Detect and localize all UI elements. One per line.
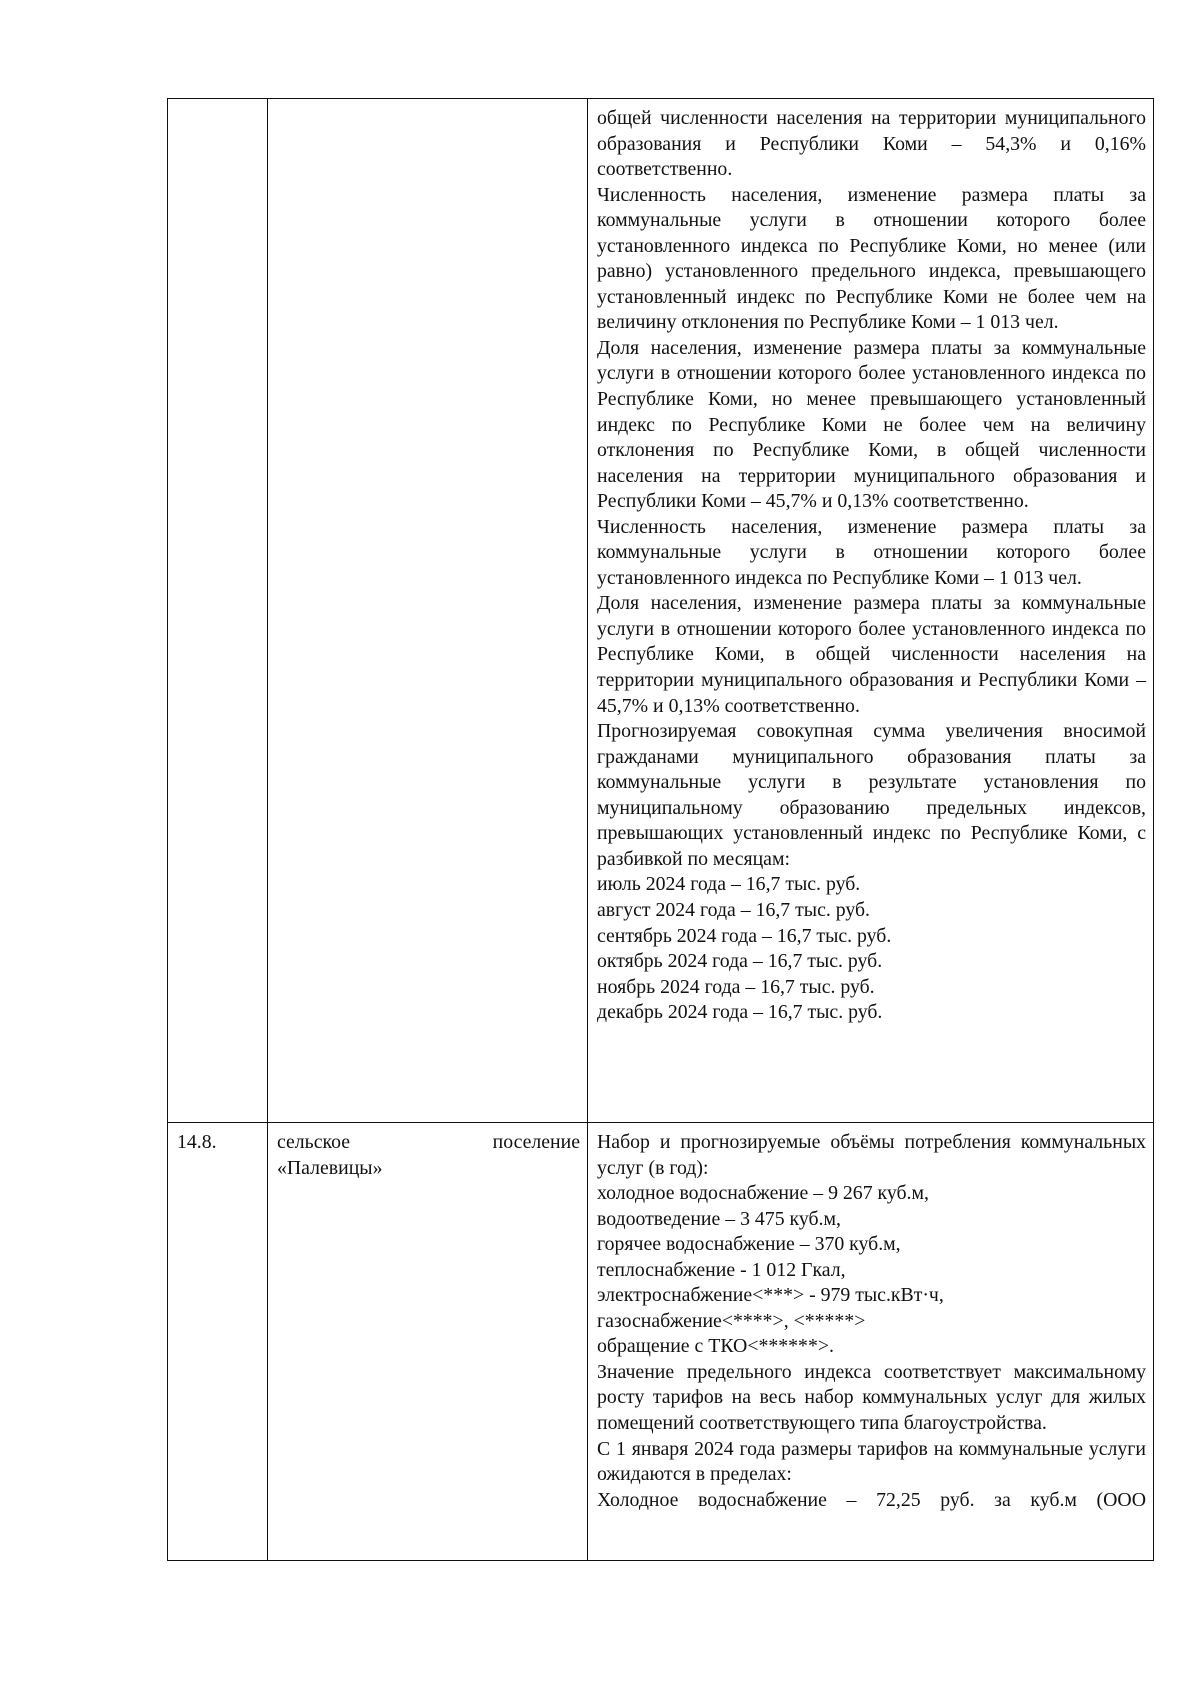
municipality-name: «Палевицы»	[277, 1156, 383, 1179]
service-line: электроснабжение<***> - 979 тыс.кВт·ч,	[597, 1284, 944, 1307]
paragraph: Прогнозируемая совокупная сумма увеличения вносимой гражданами муниципального образования платы за коммунальные услуги в результате установления по муниципальному образованию предельных индексов, превышающих установленный индекс по Республике Коми, с разбивкой по месяцам:	[597, 720, 1146, 870]
municipality-type: сельское поселение	[277, 1131, 580, 1153]
paragraph: общей численности населения на территории муниципального образования и Республики Коми – 54,3% и 0,16% соответственно.	[597, 107, 1146, 181]
paragraph: Численность населения, изменение размера платы за коммунальные услуги в отношении которого более установленного индекса по Республике Коми, но менее (или равно) установленного предельного индекса, превышающего установленный индекс по Республике Коми не более чем на величину отклонения по Республике Коми – 1 013 чел.	[597, 183, 1146, 334]
paragraph: С 1 января 2024 года размеры тарифов на коммунальные услуги ожидаются в пределах:	[597, 1437, 1146, 1486]
paragraph: Холодное водоснабжение – 72,25 руб. за куб.м (ООО	[597, 1488, 1146, 1511]
month-line: октябрь 2024 года – 16,7 тыс. руб.	[597, 950, 883, 973]
row-number-cell: 14.8.	[168, 1123, 268, 1561]
municipality-name-cell	[268, 1123, 588, 1561]
description-cell	[588, 1123, 1154, 1561]
table-row	[168, 1123, 1154, 1561]
service-line: обращение с ТКО<******>.	[597, 1335, 834, 1358]
month-line: ноябрь 2024 года – 16,7 тыс. руб.	[597, 975, 875, 998]
paragraph: Набор и прогнозируемые объёмы потребления коммунальных услуг (в год):	[597, 1131, 1146, 1179]
paragraph: Доля населения, изменение размера платы за коммунальные услуги в отношении которого более установленного индекса по Республике Коми, но менее превышающего установленный индекс по Республике Коми не более чем на величину отклонения по Республике Коми, в общей численности населения на территории муниципального образования и Республики Коми – 45,7% и 0,13% соответственно.	[597, 336, 1146, 513]
service-line: горячее водоснабжение – 370 куб.м,	[597, 1233, 901, 1256]
month-line: июль 2024 года – 16,7 тыс. руб.	[597, 873, 861, 896]
municipality-name-cell	[268, 99, 588, 1123]
service-line: газоснабжение<****>, <*****>	[597, 1309, 866, 1332]
month-line: декабрь 2024 года – 16,7 тыс. руб.	[597, 1001, 883, 1024]
service-line: теплоснабжение - 1 012 Гкал,	[597, 1258, 846, 1281]
paragraph: Численность населения, изменение размера платы за коммунальные услуги в отношении которого более установленного индекса по Республике Коми – 1 013 чел.	[597, 515, 1146, 589]
paragraph: Значение предельного индекса соответствует максимальному росту тарифов на весь набор коммунальных услуг для жилых помещений соответствующего типа благоустройства.	[597, 1360, 1146, 1435]
month-line: август 2024 года – 16,7 тыс. руб.	[597, 898, 871, 921]
service-line: водоотведение – 3 475 куб.м,	[597, 1207, 841, 1230]
row-number-cell	[168, 99, 268, 1123]
document-table	[167, 98, 1154, 1561]
service-line: холодное водоснабжение – 9 267 куб.м,	[597, 1182, 929, 1205]
month-line: сентябрь 2024 года – 16,7 тыс. руб.	[597, 924, 892, 947]
paragraph: Доля населения, изменение размера платы за коммунальные услуги в отношении которого более установленного индекса по Республике Коми, в общей численности населения на территории муниципального образования и Республики Коми – 45,7% и 0,13% соответственно.	[597, 592, 1146, 717]
description-cell	[588, 99, 1154, 1123]
table-row	[168, 99, 1154, 1123]
